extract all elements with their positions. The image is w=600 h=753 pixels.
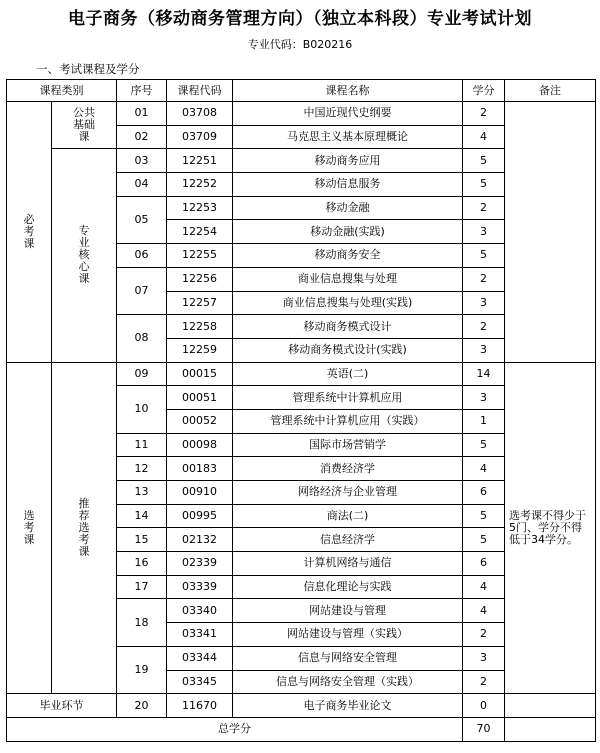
course-name: 网络经济与企业管理 (233, 481, 463, 505)
header-code: 课程代码 (167, 80, 233, 102)
remark-required (505, 102, 596, 363)
course-code: 12252 (167, 173, 233, 197)
course-no: 17 (117, 575, 167, 599)
course-code: 00098 (167, 433, 233, 457)
course-credit: 3 (463, 291, 505, 315)
course-no: 19 (117, 646, 167, 693)
course-name: 移动商务模式设计 (233, 315, 463, 339)
course-credit: 4 (463, 125, 505, 149)
course-code: 12258 (167, 315, 233, 339)
course-no: 06 (117, 244, 167, 268)
elective-note: 选考课不得少于5门、学分不得低于34学分。 (505, 362, 596, 694)
course-no: 03 (117, 149, 167, 173)
course-credit: 2 (463, 102, 505, 126)
course-no: 13 (117, 481, 167, 505)
course-no: 20 (117, 694, 167, 718)
course-no: 07 (117, 267, 167, 314)
course-code: 12255 (167, 244, 233, 268)
major-code: B020216 (302, 38, 353, 51)
total-credit: 70 (463, 717, 505, 741)
course-no: 05 (117, 196, 167, 243)
course-code: 03344 (167, 646, 233, 670)
course-no: 14 (117, 504, 167, 528)
group-major-core-text: 专业核心课 (78, 224, 90, 286)
course-name: 移动商务模式设计(实践) (233, 338, 463, 362)
header-no: 序号 (117, 80, 167, 102)
course-credit: 0 (463, 694, 505, 718)
course-credit: 1 (463, 409, 505, 433)
remark-graduation (505, 694, 596, 718)
section-title: 一、考试课程及学分 (36, 62, 140, 76)
course-no: 02 (117, 125, 167, 149)
course-name: 中国近现代史纲要 (233, 102, 463, 126)
total-label: 总学分 (7, 717, 463, 741)
course-code: 12259 (167, 338, 233, 362)
course-code: 02132 (167, 528, 233, 552)
course-name: 商业信息搜集与处理 (233, 267, 463, 291)
course-name: 移动金融 (233, 196, 463, 220)
course-credit: 6 (463, 481, 505, 505)
course-credit: 3 (463, 646, 505, 670)
course-name: 网站建设与管理（实践） (233, 623, 463, 647)
course-code: 02339 (167, 552, 233, 576)
group-recommended (52, 362, 117, 694)
table-header-row (7, 80, 596, 102)
course-code: 11670 (167, 694, 233, 718)
course-code: 12253 (167, 196, 233, 220)
course-no: 18 (117, 599, 167, 646)
course-no: 08 (117, 315, 167, 362)
course-credit: 5 (463, 433, 505, 457)
course-credit: 3 (463, 386, 505, 410)
exam-plan-table (6, 79, 596, 742)
course-name: 信息化理论与实践 (233, 575, 463, 599)
course-code: 12256 (167, 267, 233, 291)
course-code: 00052 (167, 409, 233, 433)
major-code-line (0, 36, 600, 52)
course-no: 10 (117, 386, 167, 433)
group-graduation: 毕业环节 (7, 694, 117, 718)
course-code: 12257 (167, 291, 233, 315)
course-credit: 2 (463, 670, 505, 694)
course-name: 管理系统中计算机应用 (233, 386, 463, 410)
group-elective-text: 选考课 (23, 508, 35, 546)
course-name: 移动信息服务 (233, 173, 463, 197)
course-credit: 5 (463, 504, 505, 528)
course-credit: 5 (463, 173, 505, 197)
course-name: 移动商务应用 (233, 149, 463, 173)
course-credit: 4 (463, 575, 505, 599)
course-code: 03339 (167, 575, 233, 599)
course-name: 消费经济学 (233, 457, 463, 481)
course-no: 11 (117, 433, 167, 457)
group-public-basic (52, 102, 117, 149)
course-name: 马克思主义基本原理概论 (233, 125, 463, 149)
course-credit: 5 (463, 244, 505, 268)
major-code-label: 专业代码： (247, 38, 303, 51)
course-code: 12251 (167, 149, 233, 173)
course-name: 信息与网络安全管理（实践） (233, 670, 463, 694)
course-no: 12 (117, 457, 167, 481)
course-credit: 6 (463, 552, 505, 576)
course-code: 12254 (167, 220, 233, 244)
course-name: 信息经济学 (233, 528, 463, 552)
course-name: 商业信息搜集与处理(实践) (233, 291, 463, 315)
course-name: 管理系统中计算机应用（实践） (233, 409, 463, 433)
course-name: 信息与网络安全管理 (233, 646, 463, 670)
course-credit: 2 (463, 315, 505, 339)
course-credit: 5 (463, 149, 505, 173)
course-name: 国际市场营销学 (233, 433, 463, 457)
course-code: 03345 (167, 670, 233, 694)
course-credit: 5 (463, 528, 505, 552)
group-required (7, 102, 52, 363)
course-credit: 4 (463, 457, 505, 481)
course-credit: 3 (463, 338, 505, 362)
course-code: 00910 (167, 481, 233, 505)
course-code: 00995 (167, 504, 233, 528)
course-no: 15 (117, 528, 167, 552)
course-name: 英语(二) (233, 362, 463, 386)
group-major-core (52, 149, 117, 362)
header-name: 课程名称 (233, 80, 463, 102)
remark-total (505, 717, 596, 741)
course-credit: 14 (463, 362, 505, 386)
table-row (7, 694, 596, 718)
course-code: 03708 (167, 102, 233, 126)
course-name: 电子商务毕业论文 (233, 694, 463, 718)
course-credit: 3 (463, 220, 505, 244)
course-name: 网站建设与管理 (233, 599, 463, 623)
group-elective (7, 362, 52, 694)
total-row (7, 717, 596, 741)
course-credit: 2 (463, 623, 505, 647)
course-no: 09 (117, 362, 167, 386)
header-remark: 备注 (505, 80, 596, 102)
table-row (7, 362, 596, 386)
table-row (7, 102, 596, 126)
group-required-text: 必考课 (23, 212, 35, 250)
course-code: 00183 (167, 457, 233, 481)
course-name: 计算机网络与通信 (233, 552, 463, 576)
course-credit: 4 (463, 599, 505, 623)
header-category: 课程类别 (7, 80, 117, 102)
course-code: 00015 (167, 362, 233, 386)
course-name: 移动商务安全 (233, 244, 463, 268)
course-credit: 2 (463, 267, 505, 291)
header-credit: 学分 (463, 80, 505, 102)
course-code: 00051 (167, 386, 233, 410)
course-no: 04 (117, 173, 167, 197)
course-code: 03341 (167, 623, 233, 647)
group-public-basic-text: 公共基础课 (73, 106, 95, 144)
course-name: 移动金融(实践) (233, 220, 463, 244)
course-no: 01 (117, 102, 167, 126)
course-no: 16 (117, 552, 167, 576)
course-code: 03340 (167, 599, 233, 623)
group-recommended-text: 推荐选考课 (78, 496, 90, 558)
course-code: 03709 (167, 125, 233, 149)
course-name: 商法(二) (233, 504, 463, 528)
page-title: 电子商务（移动商务管理方向）（独立本科段）专业考试计划 (68, 9, 532, 29)
course-credit: 2 (463, 196, 505, 220)
